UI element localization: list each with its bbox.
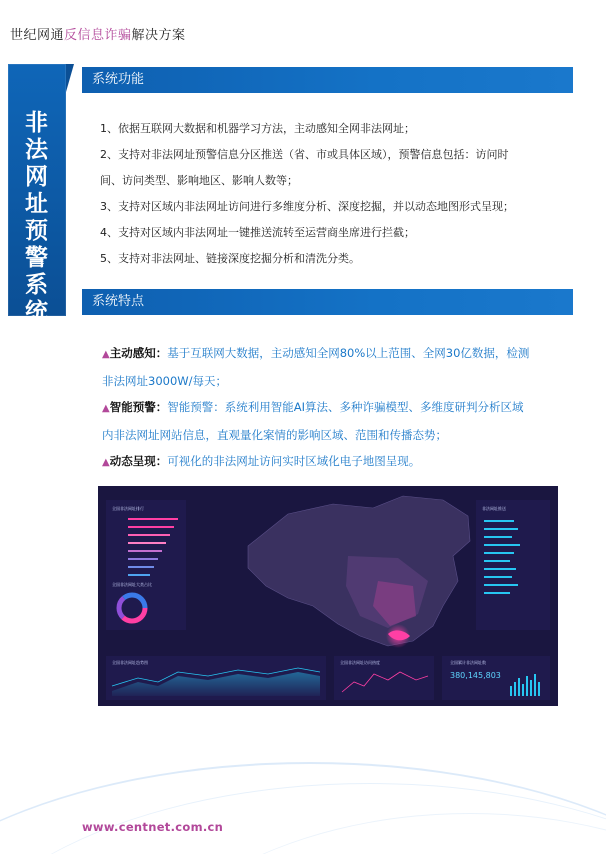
right-panel-title: 非法网址推送 <box>482 506 506 511</box>
footer-website-link[interactable]: www.centnet.com.cn <box>82 820 224 834</box>
function-item: 5、支持对非法网址、链接深度挖掘分析和清洗分类。 <box>100 252 360 265</box>
function-item: 间、访问类型、影响地区、影响人数等； <box>100 174 298 187</box>
sidebar-title-char: 系 <box>25 272 49 298</box>
bottom-left-title: 全国非法网址趋势图 <box>112 660 148 665</box>
left-panel-title: 全国非法网址排行 <box>112 506 144 511</box>
sidebar-title-bar <box>8 64 66 325</box>
triangle-icon: ▲ <box>102 457 110 468</box>
sidebar-title-char: 址 <box>25 191 49 217</box>
trait-item <box>102 394 562 422</box>
function-item: 3、支持对区域内非法网址访问进行多维度分析、深度挖掘，并以动态地图形式呈现； <box>100 200 514 213</box>
trait-label: 主动感知： <box>109 346 168 360</box>
bottom-right-title: 全国累计非法网址数 <box>450 660 486 665</box>
sidebar-title-char: 法 <box>25 137 49 163</box>
trait-item-continued <box>102 422 562 448</box>
sidebar-vertical-title <box>8 110 66 326</box>
functions-list <box>100 116 560 272</box>
trait-item <box>102 448 562 476</box>
page-header-title <box>10 24 186 43</box>
counter-value: 380,145,803 <box>450 671 501 680</box>
traits-list <box>102 340 562 476</box>
sidebar-title-char: 预 <box>25 218 49 244</box>
title-prefix: 世纪网通 <box>10 28 65 43</box>
trait-item <box>102 340 562 368</box>
sidebar-title-char: 网 <box>25 164 49 190</box>
function-item: 2、支持对非法网址预警信息分区推送（省、市或具体区域），预警信息包括：访问时 <box>100 148 509 161</box>
trait-label: 动态呈现： <box>109 454 168 468</box>
trait-item-continued <box>102 368 562 394</box>
triangle-icon: ▲ <box>102 403 110 414</box>
section-heading-traits: 系统特点 <box>82 289 573 315</box>
trait-desc: 可视化的非法网址访问实时区域化电子地图呈现。 <box>167 454 421 468</box>
trait-label: 智能预警： <box>109 400 168 414</box>
dashboard-graphic <box>98 486 558 706</box>
section-heading-functions: 系统功能 <box>82 67 573 93</box>
function-item: 1、依据互联网大数据和机器学习方法，主动感知全网非法网址； <box>100 122 415 135</box>
function-item: 4、支持对区域内非法网址一键推送流转至运营商坐席进行拦截； <box>100 226 415 239</box>
title-suffix: 解决方案 <box>131 28 186 43</box>
trait-desc: 智能预警：系统利用智能AI算法、多种诈骗模型、多维度研判分析区域 <box>167 400 524 414</box>
left-panel-title2: 全国非法网址大类占比 <box>112 582 152 587</box>
bottom-mid-title: 全国非法网址访问热度 <box>340 660 380 665</box>
title-highlight: 反信息诈骗 <box>64 28 132 43</box>
sidebar-title-char: 警 <box>25 245 49 271</box>
sidebar-title-char: 统 <box>25 299 49 325</box>
trait-desc: 非法网址3000W/每天； <box>102 374 228 388</box>
trait-desc: 基于互联网大数据，主动感知全网80%以上范围、全网30亿数据，检测 <box>167 346 530 360</box>
triangle-icon: ▲ <box>102 349 110 360</box>
sidebar-title-char: 非 <box>25 110 49 136</box>
trait-desc: 内非法网址网站信息，直观量化案情的影响区域、范围和传播态势； <box>102 428 447 442</box>
dashboard-screenshot <box>98 486 558 706</box>
